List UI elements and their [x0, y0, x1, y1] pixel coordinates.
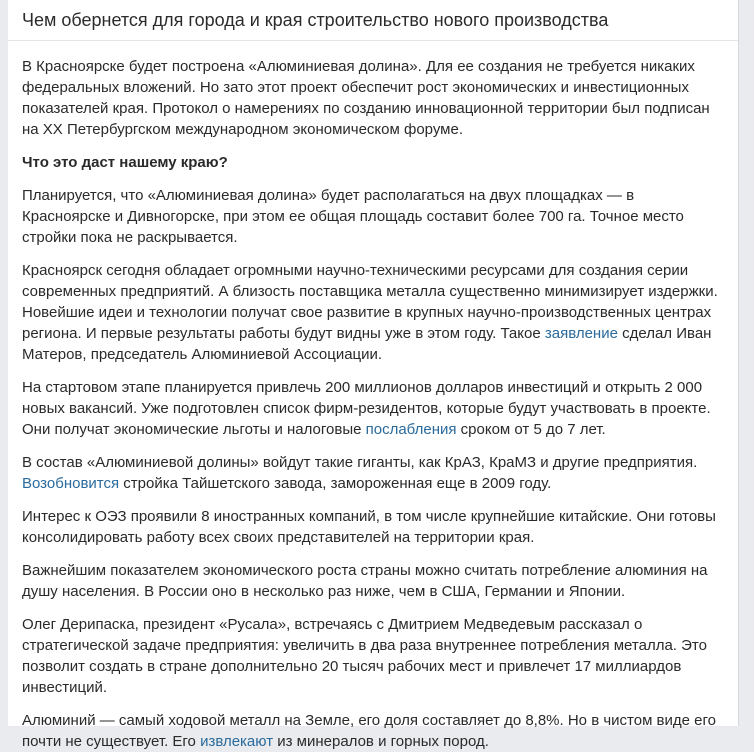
paragraph-3: [22, 260, 726, 365]
paragraph-9: [22, 710, 726, 752]
paragraph-5-text-end: стройка Тайшетского завода, замороженная еще в 2009 году.: [119, 475, 552, 492]
extract-link[interactable]: извлекают: [200, 733, 274, 750]
paragraph-2: Планируется, что «Алюминиевая долина» будет располагаться на двух площадках — в Красноярске и Дивногорске, при этом ее общая площадь составит более 700 га. Точное место стройки пока не раскрывается.: [22, 187, 684, 246]
paragraph-9-text: Алюминий — самый ходовой металл на Земле, его доля составляет до 8,8%. Но в чистом виде его почти не существует. Его: [22, 712, 716, 750]
article-page: [8, 0, 738, 750]
resume-link[interactable]: Возобновится: [22, 475, 120, 492]
paragraph-3-text-end: сделал Иван Матеров, председатель Алюминиевой Ассоциации.: [22, 325, 712, 363]
paragraph-9-text-end: из минералов и горных пород.: [273, 733, 489, 750]
paragraph-8: Олег Дерипаска, президент «Русала», встречаясь с Дмитрием Медведевым рассказал о стратегической задаче предприятия: увеличить в два раза внутреннее потребления металла. Это позволит создать в стране дополнительно 20 тысяч рабочих мест и привлечет 17 миллиардов инвестиций.: [22, 616, 707, 696]
tax-relief-link[interactable]: послабления: [365, 421, 457, 438]
page-right-border: [738, 0, 739, 726]
statement-link[interactable]: заявление: [544, 325, 618, 342]
paragraph-6: Интерес к ОЭЗ проявили 8 иностранных компаний, в том числе крупнейшие китайские. Они готовы консолидировать работу всех своих представителей на территории края.: [22, 508, 716, 546]
paragraph-4-text-end: сроком от 5 до 7 лет.: [456, 421, 606, 438]
paragraph-1: В Красноярске будет построена «Алюминиевая долина». Для ее создания не требуется никаких федеральных вложений. Но зато этот проект обеспечит рост экономических и инвестиционных показателей края. Протокол о намерениях по созданию инновационной территории был подписан на XX Петербургском международном экономическом форуме.: [22, 58, 710, 138]
paragraph-4: [22, 377, 726, 440]
paragraph-4-text: На стартовом этапе планируется привлечь 200 миллионов долларов инвестиций и открыть 2 000 новых вакансий. Уже подготовлен список фирм-резидентов, которые будут участвовать в проекте. Они получат экономические льготы и налоговые: [22, 379, 711, 438]
paragraph-5: [22, 452, 726, 494]
paragraph-7: Важнейшим показателем экономического роста страны можно считать потребление алюминия на душу населения. В России оно в несколько раз ниже, чем в США, Германии и Японии.: [22, 562, 708, 600]
article-body: [8, 41, 738, 752]
article-header: [8, 0, 738, 41]
article-title: Чем обернется для города и края строительство нового производства: [22, 10, 609, 30]
paragraph-5-text: В состав «Алюминиевой долины» войдут такие гиганты, как КрАЗ, КраМЗ и другие предприятия.: [22, 454, 698, 471]
paragraph-3-text: Красноярск сегодня обладает огромными научно-техническими ресурсами для создания серии современных предприятий. А близость поставщика металла существенно минимизирует издержки. Новейшие идеи и технологии получат свое развитие в крупных научно-производственных центрах региона. И первые результаты работы будут видны уже в этом году. Такое: [22, 262, 718, 342]
subheading: Что это даст нашему краю?: [22, 154, 228, 171]
